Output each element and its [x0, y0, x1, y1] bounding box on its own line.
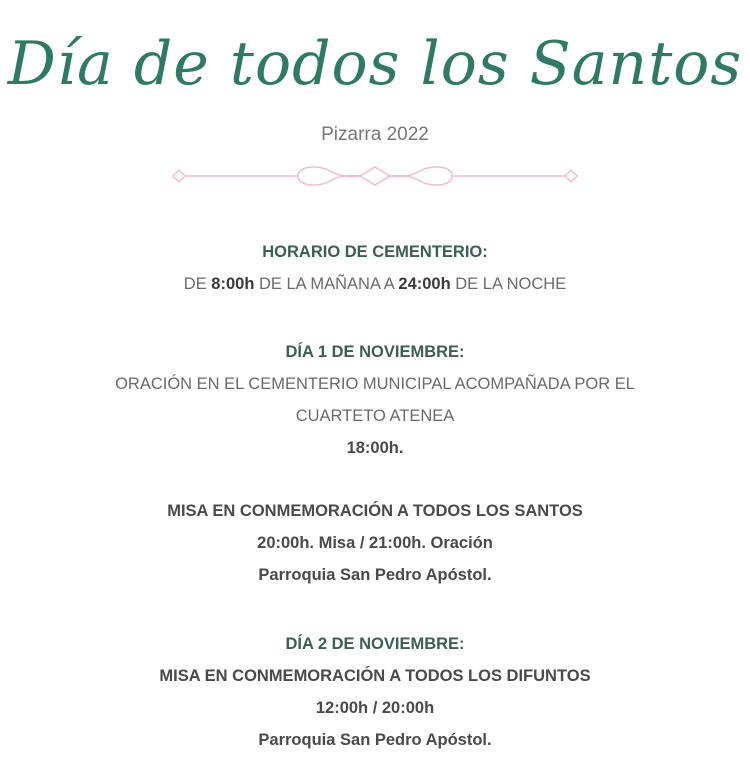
nov1-mass-times: 20:00h. Misa / 21:00h. Oración [257, 534, 493, 552]
cemetery-hours-heading: HORARIO DE CEMENTERIO: [262, 243, 488, 261]
page-subtitle: Pizarra 2022 [321, 124, 429, 145]
nov2-mass-place: Parroquia San Pedro Apóstol. [258, 731, 492, 749]
hours-suffix: DE LA NOCHE [450, 275, 567, 293]
nov2-heading: DÍA 2 DE NOVIEMBRE: [285, 635, 465, 653]
hours-middle: DE LA MAÑANA A [254, 275, 399, 293]
nov2-mass-title: MISA EN CONMEMORACIÓN A TODOS LOS DIFUNTOS [159, 667, 591, 685]
opening-time: 8:00h [211, 275, 255, 293]
nov2-mass-times: 12:00h / 20:00h [315, 699, 435, 717]
page-title: Día de todos los Santos [7, 29, 743, 99]
nov1-event-time: 18:00h. [346, 439, 404, 457]
ornament-divider [170, 162, 580, 190]
closing-time: 24:00h [398, 275, 451, 293]
nov1-event-line2: CUARTETO ATENEA [295, 407, 455, 425]
nov1-event-line1: ORACIÓN EN EL CEMENTERIO MUNICIPAL ACOMPAÑADA POR EL [115, 375, 635, 393]
nov1-mass-place: Parroquia San Pedro Apóstol. [258, 566, 492, 584]
nov1-mass-title: MISA EN CONMEMORACIÓN A TODOS LOS SANTOS [167, 502, 583, 520]
cemetery-hours-text [0, 273, 750, 295]
hours-prefix: DE [183, 275, 212, 293]
nov1-heading: DÍA 1 DE NOVIEMBRE: [285, 343, 465, 361]
